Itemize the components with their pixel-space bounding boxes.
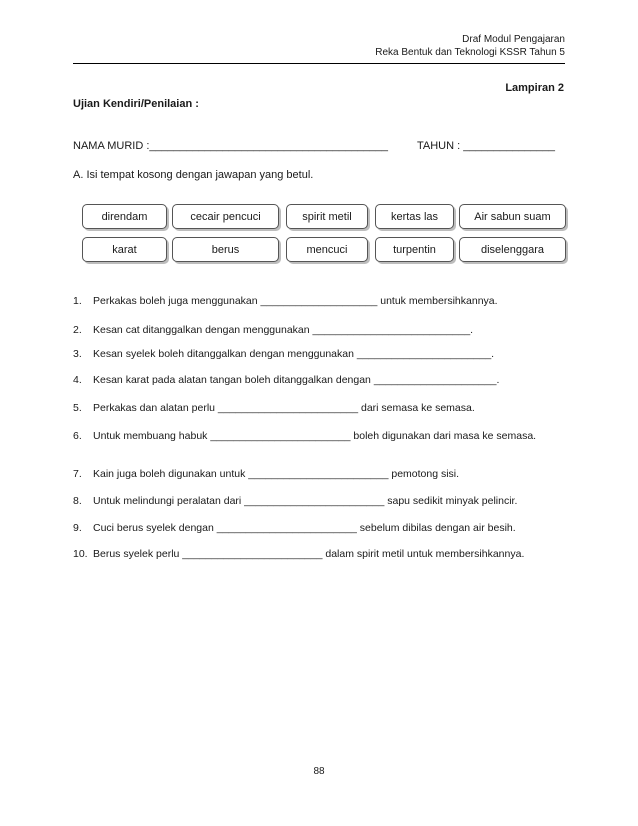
question-number: 6. <box>73 430 82 442</box>
word-box: turpentin <box>375 237 454 262</box>
word-box: Air sabun suam <box>459 204 566 229</box>
page-number: 88 <box>313 766 325 777</box>
question-text: Perkakas dan alatan perlu ________________________ dari semasa ke semasa. <box>93 402 475 414</box>
question-text: Kesan syelek boleh ditanggalkan dengan menggunakan _______________________. <box>93 348 495 360</box>
question-text: Perkakas boleh juga menggunakan ____________________ untuk membersihkannya. <box>93 295 498 307</box>
word-box: kertas las <box>375 204 454 229</box>
question-number: 2. <box>73 324 82 336</box>
header-line-2: Reka Bentuk dan Teknologi KSSR Tahun 5 <box>375 47 565 58</box>
word-box: cecair pencuci <box>172 204 279 229</box>
question-text: Berus syelek perlu ________________________ dalam spirit metil untuk membersihkannya. <box>93 548 525 560</box>
student-info-row <box>73 140 565 152</box>
word-box: karat <box>82 237 167 262</box>
question-number: 4. <box>73 374 82 386</box>
word-box: direndam <box>82 204 167 229</box>
question-text: Untuk membuang habuk ________________________ boleh digunakan dari masa ke semasa. <box>93 430 537 442</box>
header-divider <box>73 63 565 64</box>
question-number: 1. <box>73 295 82 307</box>
question-text: Kesan cat ditanggalkan dengan menggunakan ___________________________. <box>93 324 474 336</box>
question-text: Untuk melindungi peralatan dari ________________________ sapu sedikit minyak pelincir. <box>93 495 518 507</box>
word-box: mencuci <box>286 237 368 262</box>
question-number: 7. <box>73 468 82 480</box>
question-number: 9. <box>73 522 82 534</box>
word-box: diselenggara <box>459 237 566 262</box>
header-line-1: Draf Modul Pengajaran <box>462 34 565 45</box>
document-header <box>375 33 565 59</box>
question-number: 8. <box>73 495 82 507</box>
question-number: 10. <box>73 548 88 560</box>
word-box: berus <box>172 237 279 262</box>
question-number: 3. <box>73 348 82 360</box>
section-title: Ujian Kendiri/Penilaian : <box>73 98 199 110</box>
instruction-text: A. Isi tempat kosong dengan jawapan yang betul. <box>73 169 314 181</box>
question-text: Kesan karat pada alatan tangan boleh ditanggalkan dengan _____________________. <box>93 374 500 386</box>
appendix-label: Lampiran 2 <box>505 82 564 94</box>
question-text: Cuci berus syelek dengan ________________________ sebelum dibilas dengan air besih. <box>93 522 516 534</box>
word-box: spirit metil <box>286 204 368 229</box>
student-year-field: TAHUN : _______________ <box>417 140 556 152</box>
question-text: Kain juga boleh digunakan untuk ________________________ pemotong sisi. <box>93 468 460 480</box>
question-number: 5. <box>73 402 82 414</box>
student-name-field: NAMA MURID :_______________________________________ <box>73 140 388 152</box>
